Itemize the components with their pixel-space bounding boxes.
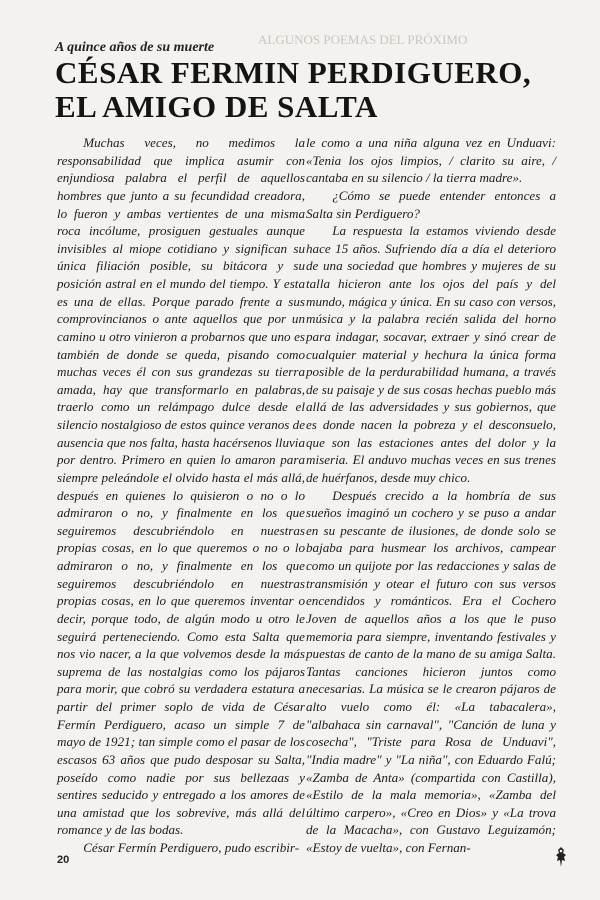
right-paragraph-3: La respuesta la estamos viviendo desde hace 15 años. Sufriendo día a día el deterioro de una sociedad que hombres y mujeres de su talla hicieron ante los ojos del país y del mundo, mágica y única. En su caso con versos, música y la palabra recién salida del horno para indagar, socavar, extraer y sinó crear de cualquier material y hechura la única forma posible de la perdurabilidad humana, a través de su paisaje y de sus cosas hechas pueblo más allá de las adversidades y sus gobiernos, que es donde nacen la pobreza y el desconsuelo, que son las estaciones antes del dolor y la miseria. El anduvo muchas veces en sus trenes de huérfanos, desde muy chico. bbox=[306, 223, 556, 485]
page-number: 20 bbox=[57, 854, 70, 866]
bleed-through-text: ALGUNOS POEMAS DEL PRÓXIMO bbox=[258, 32, 468, 47]
left-paragraph-2: César Fermín Perdiguero, pudo escribir- bbox=[83, 840, 300, 855]
right-column bbox=[306, 134, 556, 857]
kicker: A quince años de su muerte bbox=[55, 40, 215, 55]
right-paragraph-1: le como a una niña alguna vez en Unduavi: «Tenia los ojos limpios, / clarito su aire, / cantaba en su silencio / la tierra madre». bbox=[306, 135, 556, 186]
right-paragraph-2: ¿Cómo se puede entender entonces a Salta sin Perdiguero? bbox=[306, 187, 556, 221]
title-line-1: CÉSAR FERMIN PERDIGUERO, bbox=[55, 55, 532, 90]
right-paragraph-4: Después crecido a la hombría de sus sueños imaginó un cochero y se puso a andar en su pescante de ilusiones, de donde solo se bajaba para husmear los archivos, campear como un quijote por las redacciones y salas de transmisión y otear el futuro con sus versos encendidos y románticos. Era el Cochero Joven de aquellos años a los que le puso memoria para siempre, inventando festivales y puestas de canto de la mano de su amiga Salta. Tantas canciones hicieron juntos como necesarias. La música se le crearon pájaros de alto vuelo como él: «La tabacalera», "albahaca sin carnaval", "Canción de luna y cosecha", "Triste para Rosa de Unduavi", "India madre" y "La niña", con Eduardo Falú; «Zamba de Anta» (compartida con Castilla), «Estilo de la mala memoria», «Zamba del último carpero», «Creo en Dios» y «La trova de la Macacha», con Gustavo Leguizamón; «Estoy de vuelta», con Fernan- bbox=[306, 487, 556, 855]
article-title bbox=[55, 56, 595, 124]
left-column bbox=[57, 134, 305, 857]
left-paragraph-1: Muchas veces, no medimos la responsabilidad que implica asumir con enjundiosa palabra el perfil de aquellos hombres que junto a su fecundidad creadora, lo fueron y ambas vertientes de una misma roca incólume, prosiguen gestuales aunque invisibles al miope cotidiano y significan su única filiación posible, su bitácora y su posición astral en el mundo del tiempo. Y esta es una de ellas. Porque parado frente a sus comprovincianos o ante aquellos que por un camino u otro vinieron a probarnos que uno es también de donde se queda, pisando como muchas veces él con sus grandezas su tierra amada, hay que transformarlo en palabras, traerlo como un relámpago dulce desde el silencio nostalgioso de estos quince veranos de ausencia que nos falta, hasta hacérsenos lluvia por dentro. Primero en quien lo amaron para siempre peleándole el olvido hasta el más allá, después en quienes lo quisieron o no o lo admiraron o no, y finalmente en los que seguiremos descubriéndolo en nuestras propias cosas, en lo que queremos o no o lo admiraron o no, y finalmente en los que seguiremos descubriéndolo en nuestras propias cosas, en lo que queremos inventar o decir, porque todo, de algún modo u otro le seguirá perteneciendo. Como esta Salta que nos vio nacer, a la que volvemos desde la más suprema de las nostalgias como los pájaros para morir, que cobró su verdadera estatura a partir del primer soplo de vida de César Fermín Perdiguero, acaso un simple 7 de mayo de 1921; tan simple como el pasar de los escasos 63 años que pudo desposar su Salta, poseído como nadie por sus bellezaas y sentires seducido y entregado a los amores de una amistad que los sobrevive, más allá del romance y de las bodas. bbox=[57, 135, 306, 838]
title-line-2: EL AMIGO DE SALTA bbox=[55, 89, 378, 124]
magazine-logo-icon bbox=[552, 846, 570, 868]
